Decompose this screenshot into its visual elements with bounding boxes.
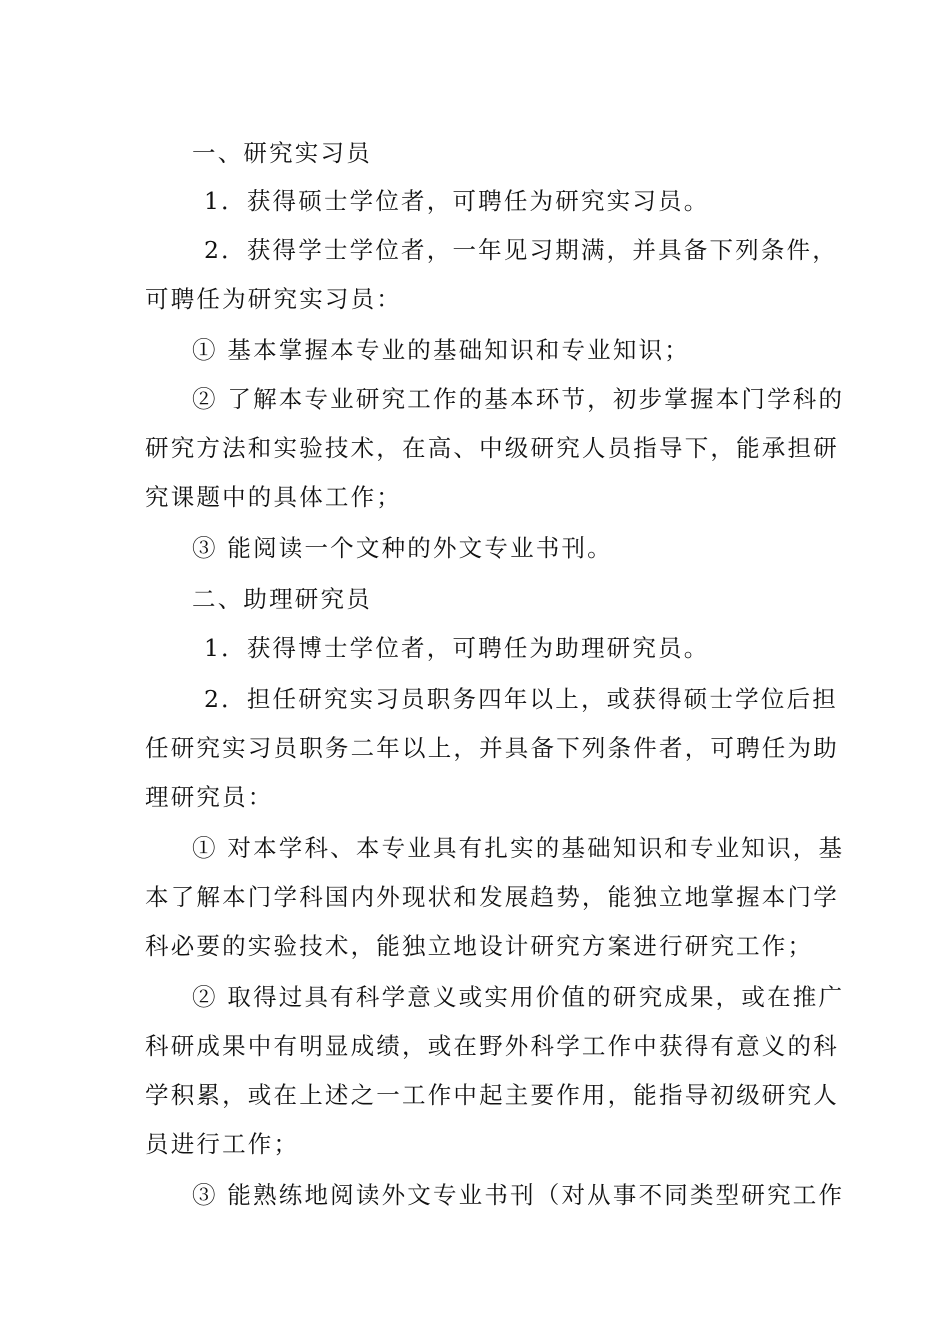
paragraph-line: 究课题中的具体工作； (145, 483, 402, 511)
paragraph-line: 本了解本门学科国内外现状和发展趋势，能独立地掌握本门学 (145, 883, 839, 911)
paragraph-line: 2．担任研究实习员职务四年以上，或获得硕士学位后担 (204, 685, 838, 713)
list-item-line: ③ 能熟练地阅读外文专业书刊（对从事不同类型研究工作 (192, 1181, 845, 1209)
paragraph-line: 1．获得博士学位者，可聘任为助理研究员。 (204, 634, 710, 662)
paragraph-line: 可聘任为研究实习员： (145, 285, 402, 313)
list-item-line: ③ 能阅读一个文种的外文专业书刊。 (192, 534, 613, 562)
paragraph-line: 理研究员： (145, 783, 274, 811)
list-item-line: ② 了解本专业研究工作的基本环节，初步掌握本门学科的 (192, 385, 845, 413)
paragraph-line: 科必要的实验技术，能独立地设计研究方案进行研究工作； (145, 932, 814, 960)
paragraph-line: 2．获得学士学位者，一年见习期满，并具备下列条件， (204, 236, 838, 264)
paragraph-line: 学积累，或在上述之一工作中起主要作用，能指导初级研究人 (145, 1081, 839, 1109)
section-heading-assistant-researcher: 二、助理研究员 (192, 585, 372, 613)
list-item-line: ② 取得过具有科学意义或实用价值的研究成果，或在推广 (192, 983, 845, 1011)
section-heading-research-intern: 一、研究实习员 (192, 139, 372, 167)
paragraph-line: 研究方法和实验技术，在高、中级研究人员指导下，能承担研 (145, 434, 839, 462)
paragraph-line: 科研成果中有明显成绩，或在野外科学工作中获得有意义的科 (145, 1032, 839, 1060)
list-item-line: ① 对本学科、本专业具有扎实的基础知识和专业知识，基 (192, 834, 845, 862)
list-item-line: ① 基本掌握本专业的基础知识和专业知识； (192, 336, 690, 364)
paragraph-line: 任研究实习员职务二年以上，并具备下列条件者，可聘任为助 (145, 734, 839, 762)
paragraph-line: 员进行工作； (145, 1130, 300, 1158)
paragraph-line: 1．获得硕士学位者，可聘任为研究实习员。 (204, 187, 710, 215)
